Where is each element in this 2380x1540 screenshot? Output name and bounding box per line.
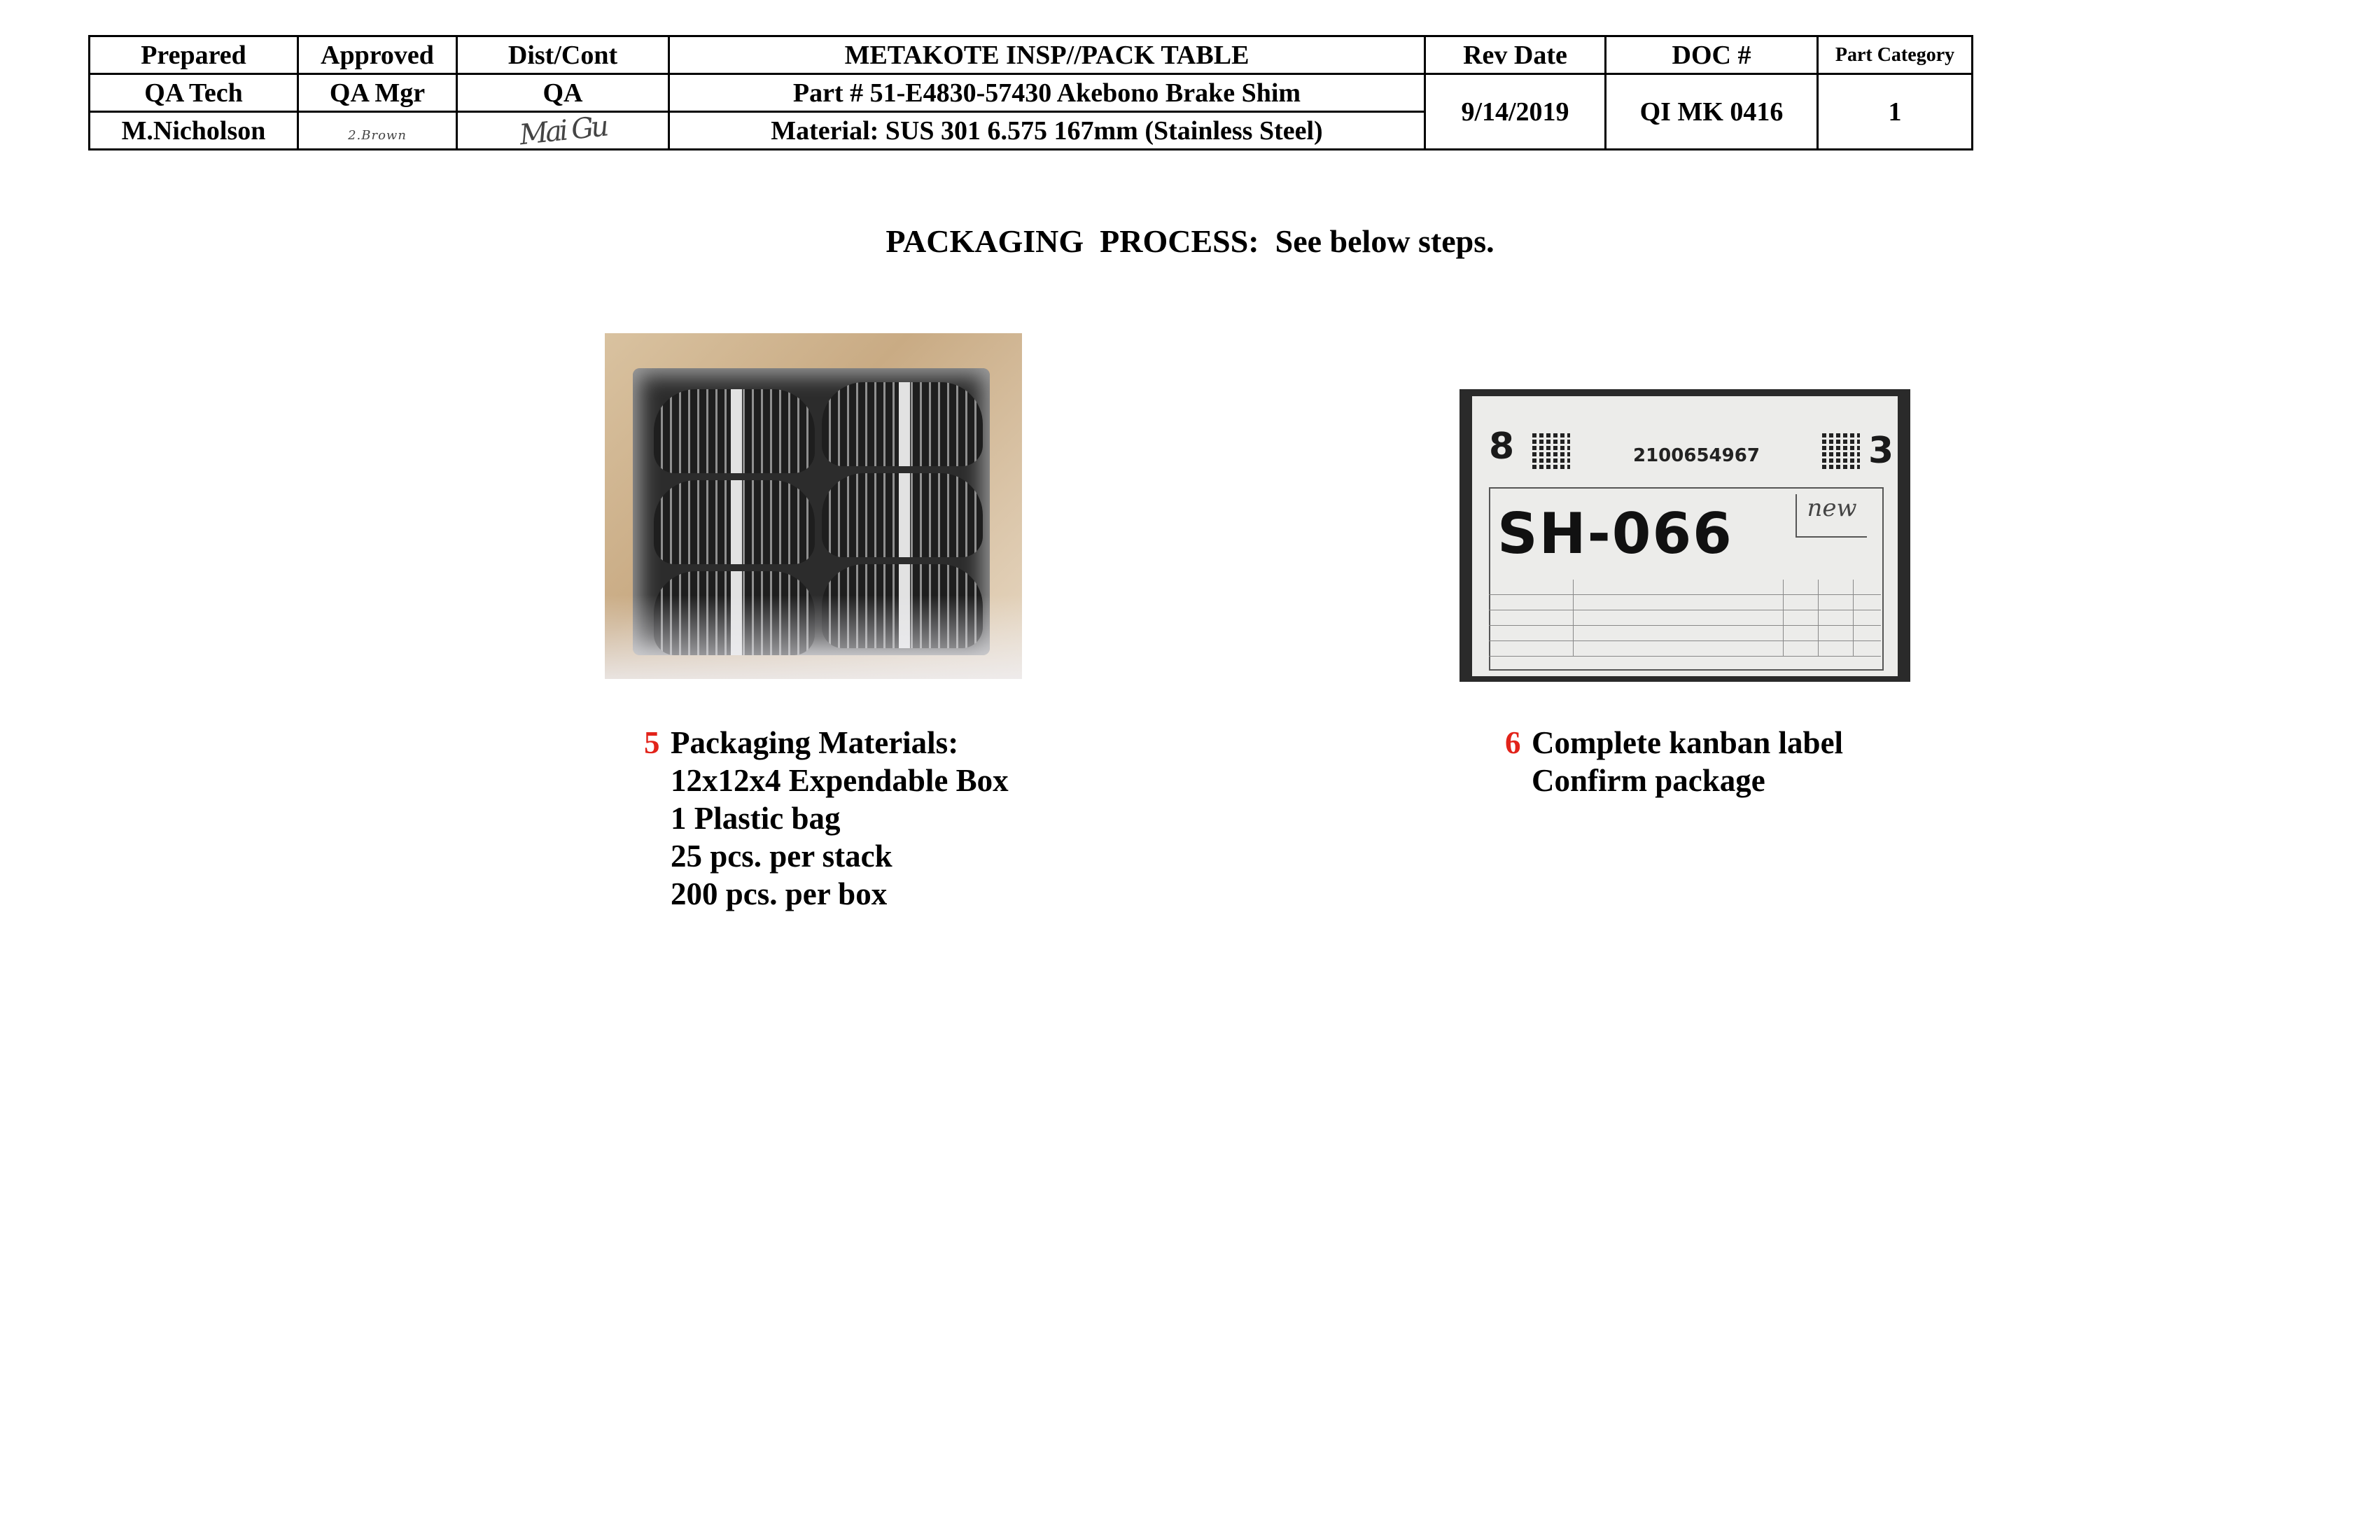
- header-part-category: Part Category: [1818, 36, 1973, 74]
- prepared-role: QA Tech: [90, 74, 298, 112]
- step-6: [1505, 724, 1843, 799]
- part-number-line: Part # 51-E4830-57430 Akebono Brake Shim: [669, 74, 1425, 112]
- doc-number-value: QI MK 0416: [1606, 74, 1818, 150]
- kanban-label-card: [1472, 396, 1898, 676]
- packed-box-photo: [605, 333, 1022, 679]
- step-line: Confirm package: [1532, 763, 1765, 798]
- document-title: METAKOTE INSP//PACK TABLE: [669, 36, 1425, 74]
- rev-date-value: 9/14/2019: [1425, 74, 1606, 150]
- dist-role: QA: [457, 74, 669, 112]
- kanban-label-photo: [1460, 389, 1910, 682]
- step-line: 200 pcs. per box: [671, 876, 888, 911]
- step-title: Complete kanban label: [1532, 725, 1844, 760]
- dist-signature-text: Mai Gu: [517, 110, 608, 151]
- header-dist-cont: Dist/Cont: [457, 36, 669, 74]
- part-category-value: 1: [1818, 74, 1973, 150]
- qr-code-icon: [1822, 431, 1860, 469]
- dist-signature: [457, 112, 669, 150]
- label-process-grid: [1489, 580, 1881, 657]
- step-number: 5: [644, 725, 660, 760]
- plastic-bag: [605, 595, 1022, 679]
- label-right-number: 3: [1868, 430, 1894, 472]
- step-number: 6: [1505, 725, 1521, 760]
- approved-signature: [298, 112, 457, 150]
- approved-role: QA Mgr: [298, 74, 457, 112]
- step-line: 1 Plastic bag: [671, 801, 841, 836]
- label-code: 2100654967: [1633, 445, 1760, 466]
- header-approved: Approved: [298, 36, 457, 74]
- document-header-table: [88, 35, 1973, 150]
- step-line: 25 pcs. per stack: [671, 839, 892, 874]
- stack-band: [731, 480, 742, 564]
- qr-code-icon: [1532, 431, 1570, 469]
- step-5: [644, 724, 1009, 913]
- stack-band: [899, 382, 910, 466]
- approved-signature-text: 2.Brown: [348, 127, 407, 143]
- packaging-process-title: PACKAGING PROCESS: See below steps.: [886, 223, 1494, 259]
- stack-band: [731, 389, 742, 473]
- label-part-code: SH-066: [1497, 501, 1733, 566]
- label-confirm-handwriting: new: [1807, 494, 1857, 522]
- label-left-number: 8: [1489, 426, 1515, 468]
- material-line: Material: SUS 301 6.575 167mm (Stainless Steel): [669, 112, 1425, 150]
- step-title: Packaging Materials:: [671, 725, 959, 760]
- step-line: 12x12x4 Expendable Box: [671, 763, 1009, 798]
- header-rev-date: Rev Date: [1425, 36, 1606, 74]
- header-doc-number: DOC #: [1606, 36, 1818, 74]
- header-prepared: Prepared: [90, 36, 298, 74]
- stack-band: [899, 473, 910, 557]
- prepared-name: M.Nicholson: [90, 112, 298, 150]
- label-confirm-box: [1795, 494, 1867, 538]
